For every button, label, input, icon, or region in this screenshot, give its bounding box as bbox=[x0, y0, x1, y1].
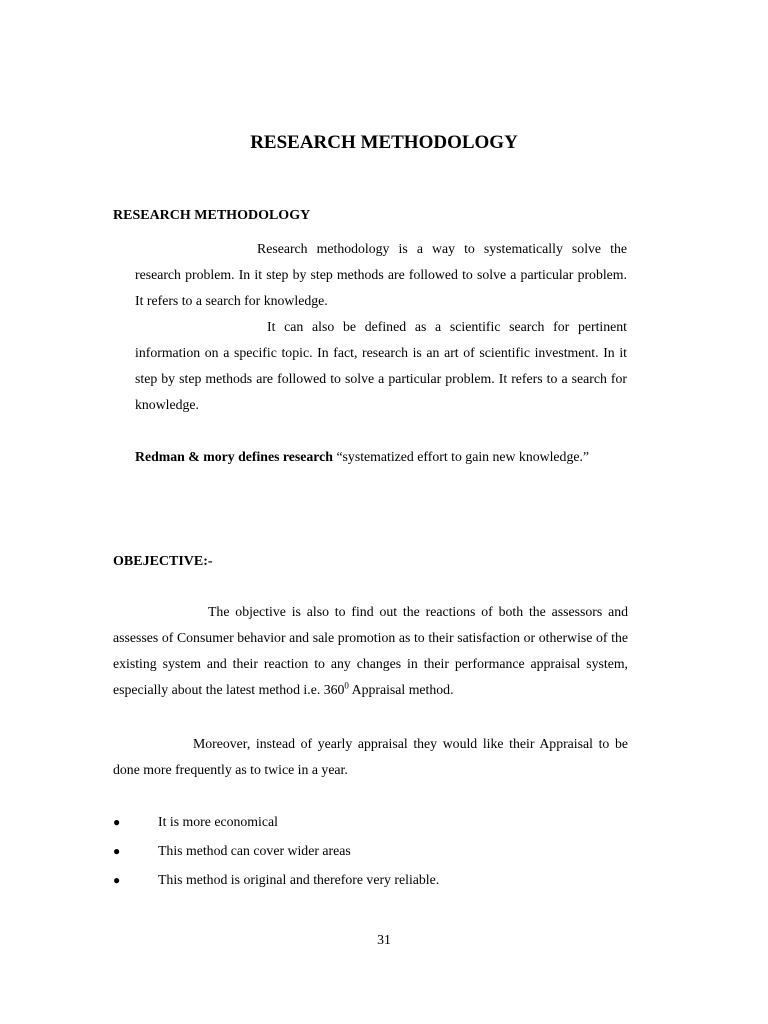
bullet-icon: ● bbox=[113, 873, 121, 887]
section-heading-objective: OBEJECTIVE:- bbox=[113, 554, 213, 569]
definition-author: Redman & mory defines research bbox=[135, 449, 333, 464]
list-item-text: This method can cover wider areas bbox=[158, 843, 351, 858]
bullet-icon: ● bbox=[113, 844, 121, 858]
paragraph-scientific-search: It can also be defined as a scientific search for pertinent information on a specific topic. In fact, research is an art of scientific investment. In it step by step methods are followed to solve a particular problem. It refers to a search for knowledge. bbox=[135, 319, 627, 412]
paragraph-research-definition: Research methodology is a way to systematically solve the research problem. In it step by step methods are followed to solve a particular problem. It refers to a search for knowledge. bbox=[135, 241, 627, 308]
list-item bbox=[113, 869, 628, 891]
list-item-text: It is more economical bbox=[158, 814, 278, 829]
list-item-text: This method is original and therefore very reliable. bbox=[158, 872, 440, 887]
section-heading-research-methodology: RESEARCH METHODOLOGY bbox=[113, 208, 311, 223]
page-number: 31 bbox=[377, 932, 391, 947]
paragraph-appraisal-frequency: Moreover, instead of yearly appraisal they would like their Appraisal to be done more frequently as to twice in a year. bbox=[113, 736, 628, 777]
paragraph-redman-definition bbox=[135, 444, 627, 470]
bullet-icon: ● bbox=[113, 815, 121, 829]
objective-text-end: Appraisal method. bbox=[348, 682, 454, 697]
list-item bbox=[113, 811, 628, 833]
definition-quote: “systematized effort to gain new knowledge.” bbox=[336, 449, 590, 464]
paragraph-objective bbox=[113, 599, 628, 703]
page-title: RESEARCH METHODOLOGY bbox=[250, 132, 518, 153]
list-item bbox=[113, 840, 628, 862]
degree-superscript: 0 bbox=[344, 680, 349, 691]
objective-text: The objective is also to find out the reactions of both the assessors and assesses of Consumer behavior and sale promotion as to their satisfaction or otherwise of the existing system and their reaction to any changes in their performance appraisal system, especially about the latest method i.e. 360 bbox=[113, 604, 628, 697]
